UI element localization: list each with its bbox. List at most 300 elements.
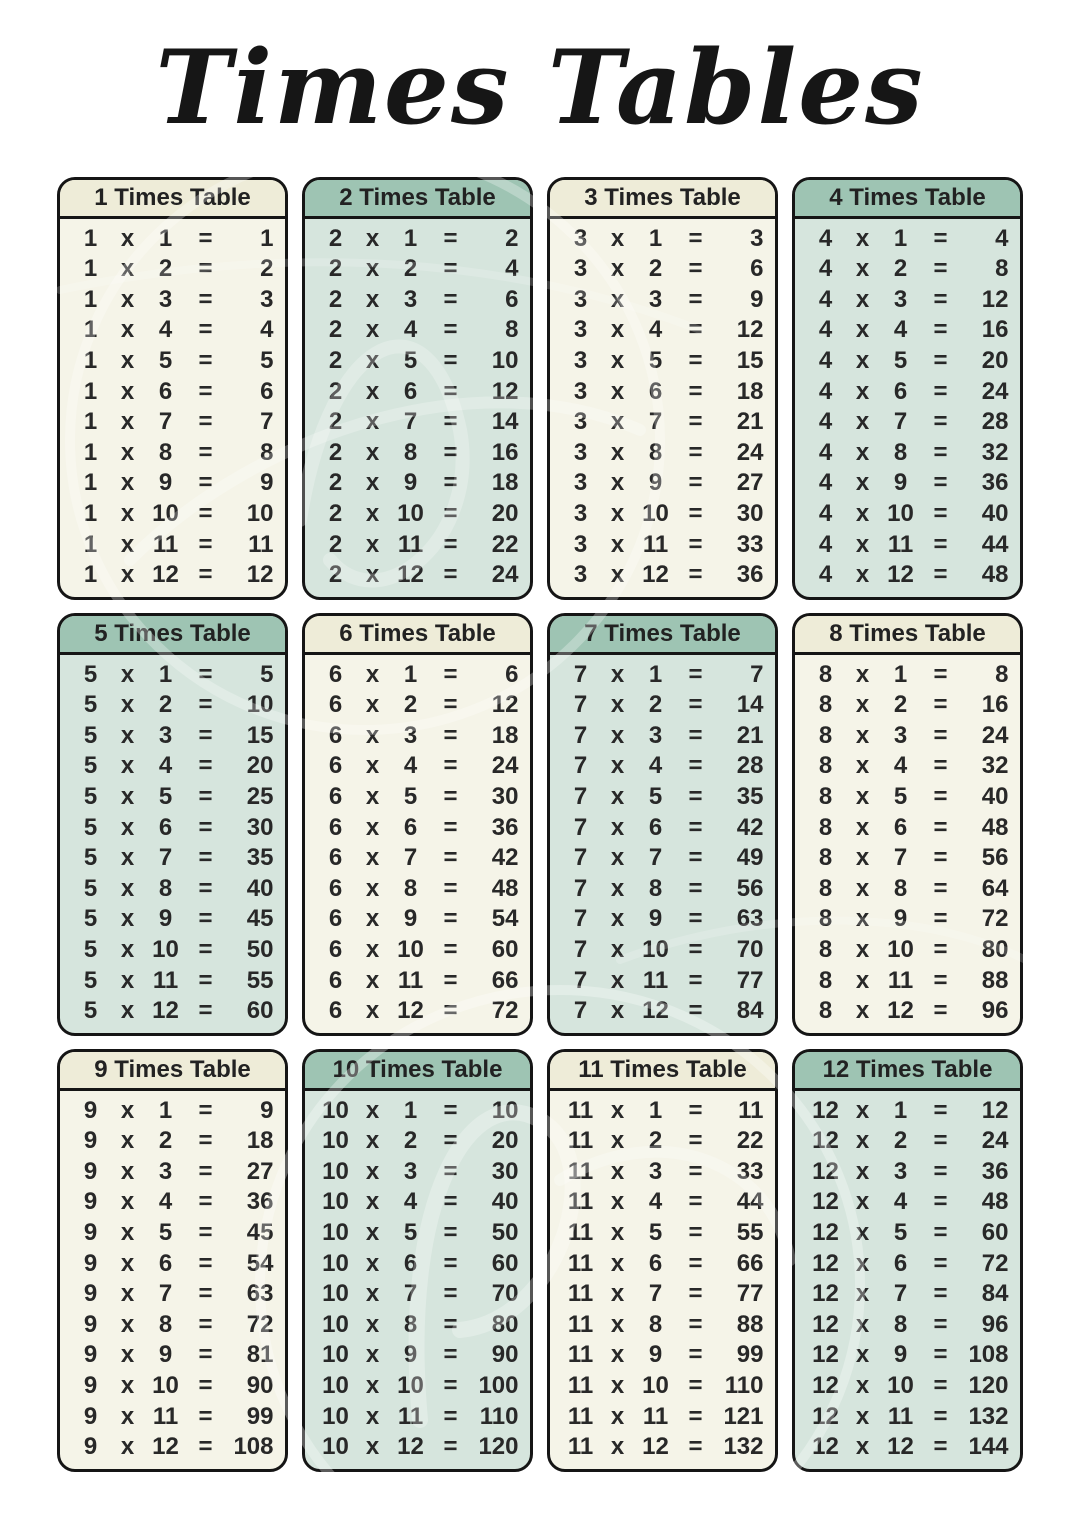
table-row	[60, 1280, 285, 1308]
table-row	[305, 752, 530, 780]
table-row	[60, 1250, 285, 1278]
multiplicand: 8	[818, 966, 833, 994]
multiplier: 10	[642, 1372, 669, 1400]
equals-symbol: =	[688, 530, 703, 558]
table-row	[550, 1127, 775, 1155]
multiplier: 4	[403, 1188, 418, 1216]
table-row	[305, 1311, 530, 1339]
product: 24	[491, 752, 519, 780]
equals-symbol: =	[933, 1372, 948, 1400]
multiply-symbol: x	[365, 691, 380, 719]
multiplicand: 4	[818, 347, 833, 375]
product: 20	[981, 347, 1009, 375]
multiplicand: 12	[812, 1310, 839, 1338]
multiplier: 4	[893, 752, 908, 780]
table-title: 2 Times Table	[339, 184, 496, 211]
multiply-symbol: x	[855, 660, 870, 688]
table-header	[305, 616, 530, 655]
multiply-symbol: x	[120, 1249, 135, 1277]
multiply-symbol: x	[120, 1157, 135, 1185]
multiplier: 5	[893, 783, 908, 811]
equals-symbol: =	[443, 660, 458, 688]
table-row	[795, 1372, 1020, 1400]
product: 35	[736, 783, 764, 811]
table-row	[795, 1280, 1020, 1308]
multiplicand: 9	[83, 1127, 98, 1155]
equals-symbol: =	[933, 752, 948, 780]
multiply-symbol: x	[610, 966, 625, 994]
table-body	[305, 219, 530, 597]
multiply-symbol: x	[855, 285, 870, 313]
multiplier: 12	[397, 997, 424, 1025]
multiply-symbol: x	[855, 813, 870, 841]
multiplier: 11	[642, 966, 669, 994]
equals-symbol: =	[443, 1157, 458, 1185]
equals-symbol: =	[443, 255, 458, 283]
multiply-symbol: x	[855, 1219, 870, 1247]
table-row	[550, 1158, 775, 1186]
multiplier: 12	[397, 1433, 424, 1461]
multiplier: 6	[158, 377, 173, 405]
multiply-symbol: x	[855, 752, 870, 780]
equals-symbol: =	[198, 285, 213, 313]
product: 9	[260, 469, 274, 497]
equals-symbol: =	[688, 285, 703, 313]
multiplicand: 4	[818, 530, 833, 558]
equals-symbol: =	[443, 408, 458, 436]
equals-symbol: =	[688, 1310, 703, 1338]
equals-symbol: =	[443, 813, 458, 841]
table-row	[795, 225, 1020, 253]
equals-symbol: =	[198, 1188, 213, 1216]
equals-symbol: =	[933, 255, 948, 283]
multiplier: 5	[158, 347, 173, 375]
multiplier: 8	[403, 874, 418, 902]
table-row	[550, 783, 775, 811]
multiply-symbol: x	[610, 1249, 625, 1277]
multiplicand: 1	[83, 438, 98, 466]
equals-symbol: =	[198, 1402, 213, 1430]
times-table-card	[547, 177, 778, 600]
multiply-symbol: x	[365, 500, 380, 528]
multiplicand: 12	[812, 1127, 839, 1155]
equals-symbol: =	[443, 1433, 458, 1461]
equals-symbol: =	[198, 1433, 213, 1461]
multiply-symbol: x	[610, 255, 625, 283]
multiplier: 11	[152, 1402, 179, 1430]
multiply-symbol: x	[120, 1341, 135, 1369]
multiplicand: 3	[573, 285, 588, 313]
multiply-symbol: x	[855, 530, 870, 558]
multiply-symbol: x	[610, 1310, 625, 1338]
multiply-symbol: x	[855, 469, 870, 497]
multiply-symbol: x	[610, 1127, 625, 1155]
equals-symbol: =	[443, 1127, 458, 1155]
multiply-symbol: x	[855, 1280, 870, 1308]
multiplicand: 6	[328, 874, 343, 902]
table-row	[795, 1097, 1020, 1125]
product: 12	[981, 1096, 1009, 1124]
multiplier: 4	[403, 316, 418, 344]
product: 8	[995, 660, 1009, 688]
multiplicand: 3	[573, 224, 588, 252]
multiply-symbol: x	[610, 936, 625, 964]
product: 108	[968, 1341, 1009, 1369]
product: 72	[246, 1310, 274, 1338]
multiply-symbol: x	[120, 408, 135, 436]
equals-symbol: =	[933, 1219, 948, 1247]
equals-symbol: =	[933, 469, 948, 497]
multiplier: 3	[158, 721, 173, 749]
multiplier: 10	[152, 1372, 179, 1400]
multiplicand: 1	[83, 316, 98, 344]
table-row	[795, 561, 1020, 589]
multiply-symbol: x	[855, 844, 870, 872]
product: 3	[750, 224, 764, 252]
table-title: 12 Times Table	[822, 1056, 993, 1083]
table-row	[305, 905, 530, 933]
table-row	[60, 875, 285, 903]
table-row	[305, 844, 530, 872]
multiply-symbol: x	[365, 1372, 380, 1400]
product: 96	[981, 997, 1009, 1025]
table-row	[550, 378, 775, 406]
product: 40	[246, 874, 274, 902]
multiplicand: 11	[567, 1280, 594, 1308]
multiply-symbol: x	[610, 1372, 625, 1400]
multiply-symbol: x	[365, 1096, 380, 1124]
multiplier: 11	[397, 966, 424, 994]
multiplier: 8	[648, 874, 663, 902]
table-row	[60, 378, 285, 406]
times-table-card	[792, 613, 1023, 1036]
equals-symbol: =	[443, 1219, 458, 1247]
table-row	[550, 1433, 775, 1461]
table-row	[550, 814, 775, 842]
multiplier: 1	[648, 1096, 663, 1124]
table-row	[795, 1219, 1020, 1247]
table-row	[60, 347, 285, 375]
table-row	[795, 286, 1020, 314]
table-row	[60, 1219, 285, 1247]
table-row	[60, 1311, 285, 1339]
multiplicand: 8	[818, 874, 833, 902]
equals-symbol: =	[688, 1157, 703, 1185]
table-header	[550, 616, 775, 655]
multiplicand: 3	[573, 316, 588, 344]
multiplier: 1	[403, 1096, 418, 1124]
multiplicand: 10	[322, 1249, 349, 1277]
equals-symbol: =	[688, 1280, 703, 1308]
table-row	[550, 225, 775, 253]
product: 48	[491, 874, 519, 902]
multiplier: 10	[152, 936, 179, 964]
multiplicand: 4	[818, 316, 833, 344]
equals-symbol: =	[688, 1341, 703, 1369]
multiplier: 1	[158, 1096, 173, 1124]
times-table-card	[57, 613, 288, 1036]
multiplicand: 5	[83, 752, 98, 780]
multiplier: 12	[887, 561, 914, 589]
product: 48	[981, 561, 1009, 589]
multiplier: 12	[642, 561, 669, 589]
table-row	[60, 997, 285, 1025]
multiplicand: 9	[83, 1188, 98, 1216]
multiplier: 2	[648, 255, 663, 283]
multiply-symbol: x	[855, 316, 870, 344]
multiply-symbol: x	[855, 408, 870, 436]
multiply-symbol: x	[365, 285, 380, 313]
table-row	[305, 1097, 530, 1125]
table-body	[60, 655, 285, 1033]
product: 63	[736, 905, 764, 933]
table-body	[795, 655, 1020, 1033]
multiplier: 2	[158, 691, 173, 719]
equals-symbol: =	[933, 1096, 948, 1124]
table-row	[60, 1433, 285, 1461]
equals-symbol: =	[443, 721, 458, 749]
multiplicand: 1	[83, 500, 98, 528]
table-title: 5 Times Table	[94, 620, 251, 647]
table-row	[795, 1250, 1020, 1278]
table-row	[305, 1341, 530, 1369]
equals-symbol: =	[688, 500, 703, 528]
multiply-symbol: x	[120, 438, 135, 466]
product: 36	[246, 1188, 274, 1216]
table-row	[550, 531, 775, 559]
multiplier: 12	[642, 997, 669, 1025]
product: 60	[491, 936, 519, 964]
page-title: Times Tables	[155, 28, 925, 148]
table-body	[60, 219, 285, 597]
multiply-symbol: x	[610, 316, 625, 344]
multiplier: 6	[403, 377, 418, 405]
equals-symbol: =	[443, 1310, 458, 1338]
table-row	[795, 469, 1020, 497]
equals-symbol: =	[443, 500, 458, 528]
multiplier: 10	[887, 936, 914, 964]
multiplicand: 8	[818, 660, 833, 688]
multiplicand: 5	[83, 874, 98, 902]
product: 18	[491, 721, 519, 749]
equals-symbol: =	[443, 874, 458, 902]
equals-symbol: =	[688, 1127, 703, 1155]
multiply-symbol: x	[120, 752, 135, 780]
multiply-symbol: x	[365, 874, 380, 902]
multiply-symbol: x	[365, 997, 380, 1025]
equals-symbol: =	[688, 438, 703, 466]
equals-symbol: =	[443, 997, 458, 1025]
multiply-symbol: x	[855, 905, 870, 933]
product: 11	[248, 530, 274, 558]
equals-symbol: =	[933, 783, 948, 811]
equals-symbol: =	[688, 1096, 703, 1124]
table-header	[60, 180, 285, 219]
multiplier: 9	[158, 469, 173, 497]
equals-symbol: =	[688, 1433, 703, 1461]
multiplier: 8	[648, 1310, 663, 1338]
product: 144	[968, 1433, 1009, 1461]
equals-symbol: =	[688, 905, 703, 933]
product: 49	[736, 844, 764, 872]
multiplier: 1	[403, 660, 418, 688]
product: 15	[246, 721, 274, 749]
table-row	[550, 967, 775, 995]
table-row	[60, 722, 285, 750]
product: 40	[981, 783, 1009, 811]
table-row	[60, 439, 285, 467]
multiplicand: 7	[573, 966, 588, 994]
table-row	[305, 661, 530, 689]
equals-symbol: =	[198, 844, 213, 872]
multiplier: 2	[648, 691, 663, 719]
table-row	[550, 1280, 775, 1308]
multiplier: 7	[893, 1280, 908, 1308]
multiplier: 12	[887, 1433, 914, 1461]
times-table-card	[57, 177, 288, 600]
equals-symbol: =	[688, 377, 703, 405]
multiplier: 7	[158, 1280, 173, 1308]
multiplicand: 2	[328, 561, 343, 589]
multiplicand: 9	[83, 1157, 98, 1185]
multiplier: 7	[648, 408, 663, 436]
multiply-symbol: x	[365, 1310, 380, 1338]
table-title: 3 Times Table	[584, 184, 741, 211]
product: 20	[491, 1127, 519, 1155]
multiplicand: 9	[83, 1402, 98, 1430]
equals-symbol: =	[198, 408, 213, 436]
table-body	[550, 655, 775, 1033]
equals-symbol: =	[198, 1341, 213, 1369]
equals-symbol: =	[198, 1280, 213, 1308]
equals-symbol: =	[933, 1249, 948, 1277]
multiplier: 12	[152, 1433, 179, 1461]
multiply-symbol: x	[610, 997, 625, 1025]
equals-symbol: =	[933, 660, 948, 688]
product: 21	[736, 721, 764, 749]
multiplicand: 8	[818, 721, 833, 749]
table-row	[795, 722, 1020, 750]
multiplicand: 4	[818, 438, 833, 466]
multiplicand: 12	[812, 1157, 839, 1185]
product: 120	[478, 1433, 519, 1461]
equals-symbol: =	[443, 316, 458, 344]
multiplier: 5	[403, 1219, 418, 1247]
product: 4	[995, 224, 1009, 252]
table-row	[305, 967, 530, 995]
multiplicand: 10	[322, 1341, 349, 1369]
multiplicand: 8	[818, 752, 833, 780]
table-row	[795, 439, 1020, 467]
multiply-symbol: x	[610, 1280, 625, 1308]
multiplier: 3	[648, 721, 663, 749]
product: 10	[246, 500, 274, 528]
multiply-symbol: x	[855, 224, 870, 252]
table-row	[305, 500, 530, 528]
multiplier: 3	[158, 285, 173, 313]
multiplicand: 12	[812, 1219, 839, 1247]
multiply-symbol: x	[610, 1096, 625, 1124]
equals-symbol: =	[933, 347, 948, 375]
multiplier: 6	[158, 1249, 173, 1277]
table-row	[795, 997, 1020, 1025]
multiplier: 10	[397, 1372, 424, 1400]
multiply-symbol: x	[855, 936, 870, 964]
times-table-card	[547, 1049, 778, 1472]
multiplier: 3	[893, 285, 908, 313]
multiplicand: 3	[573, 469, 588, 497]
multiplier: 8	[648, 438, 663, 466]
table-body	[305, 655, 530, 1033]
product: 42	[736, 813, 764, 841]
table-row	[550, 905, 775, 933]
product: 42	[491, 844, 519, 872]
multiply-symbol: x	[610, 783, 625, 811]
product: 72	[981, 905, 1009, 933]
table-row	[305, 255, 530, 283]
equals-symbol: =	[443, 691, 458, 719]
table-row	[550, 255, 775, 283]
multiplier: 4	[403, 752, 418, 780]
table-row	[795, 378, 1020, 406]
table-body	[550, 1091, 775, 1469]
equals-symbol: =	[198, 1096, 213, 1124]
multiplicand: 2	[328, 500, 343, 528]
multiplier: 12	[642, 1433, 669, 1461]
multiplicand: 10	[322, 1372, 349, 1400]
table-header	[60, 616, 285, 655]
table-row	[550, 661, 775, 689]
product: 77	[736, 1280, 764, 1308]
equals-symbol: =	[198, 438, 213, 466]
multiplicand: 7	[573, 844, 588, 872]
product: 48	[981, 813, 1009, 841]
multiplicand: 2	[328, 347, 343, 375]
product: 22	[491, 530, 519, 558]
table-body	[305, 1091, 530, 1469]
multiplier: 2	[893, 1127, 908, 1155]
table-row	[795, 408, 1020, 436]
product: 18	[246, 1127, 274, 1155]
table-row	[60, 844, 285, 872]
equals-symbol: =	[198, 905, 213, 933]
product: 110	[724, 1372, 764, 1400]
table-body	[60, 1091, 285, 1469]
multiplicand: 10	[322, 1310, 349, 1338]
table-row	[550, 469, 775, 497]
multiplicand: 7	[573, 783, 588, 811]
multiplicand: 7	[573, 813, 588, 841]
multiplicand: 2	[328, 377, 343, 405]
table-row	[60, 783, 285, 811]
equals-symbol: =	[688, 1402, 703, 1430]
table-title: 4 Times Table	[829, 184, 986, 211]
multiplier: 9	[648, 1341, 663, 1369]
multiplier: 5	[648, 783, 663, 811]
equals-symbol: =	[688, 783, 703, 811]
multiplier: 3	[893, 1157, 908, 1185]
equals-symbol: =	[443, 530, 458, 558]
multiply-symbol: x	[855, 347, 870, 375]
equals-symbol: =	[688, 347, 703, 375]
multiplicand: 11	[567, 1157, 594, 1185]
product: 3	[260, 285, 274, 313]
table-title: 7 Times Table	[584, 620, 741, 647]
multiply-symbol: x	[610, 844, 625, 872]
table-row	[305, 1250, 530, 1278]
multiplier: 1	[893, 1096, 908, 1124]
multiplicand: 7	[573, 691, 588, 719]
